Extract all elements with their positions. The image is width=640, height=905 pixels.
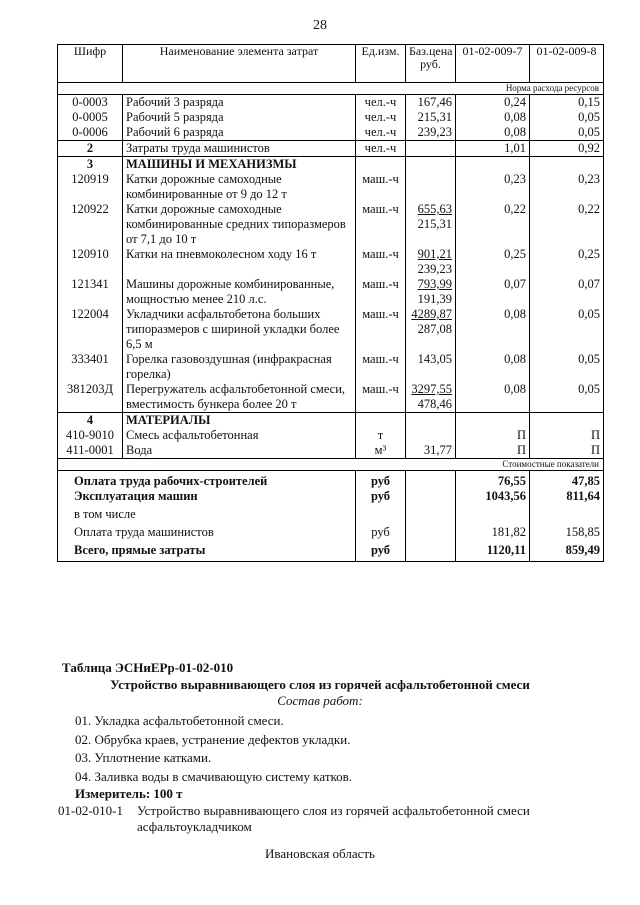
code-cell: 120919 xyxy=(58,172,123,202)
cost-caption-row xyxy=(58,459,604,471)
unit-cell: маш.-ч xyxy=(356,247,406,277)
cost-name: Всего, прямые затраты xyxy=(58,543,356,561)
value-a-cell: 76,55 xyxy=(456,471,530,490)
value-b-cell: 0,22 xyxy=(530,202,604,247)
value-b-cell: 0,05 xyxy=(530,110,604,125)
value-a-cell xyxy=(456,157,530,173)
price-cell xyxy=(406,428,456,443)
value-a-cell: П xyxy=(456,443,530,459)
cost-name: в том числе xyxy=(58,507,356,525)
value-a-cell: 1,01 xyxy=(456,141,530,157)
value-b-cell: 811,64 xyxy=(530,489,604,507)
unit-cell: чел.-ч xyxy=(356,95,406,111)
value-a-cell: 0,25 xyxy=(456,247,530,277)
header-col-a: 01-02-009-7 xyxy=(456,45,530,83)
cost-name: Оплата труда машинистов xyxy=(58,525,356,543)
value-a-cell: 0,08 xyxy=(456,125,530,141)
name-cell: Укладчики асфальтобетона больших типоразмеров с шириной укладки более 6,5 м xyxy=(123,307,356,352)
value-a-cell: 0,22 xyxy=(456,202,530,247)
machine-price: 3297,55 xyxy=(411,382,452,396)
cost-row xyxy=(58,489,604,507)
code-cell: 0-0005 xyxy=(58,110,123,125)
step-item: 03. Уплотнение катками. xyxy=(75,750,212,765)
value-a-cell: 0,08 xyxy=(456,307,530,352)
price-cell xyxy=(406,525,456,543)
value-a-cell: 0,08 xyxy=(456,352,530,382)
price-cell: 215,31 xyxy=(406,110,456,125)
unit-cell xyxy=(356,507,406,525)
value-a-cell: 0,08 xyxy=(456,110,530,125)
cost-row xyxy=(58,471,604,490)
unit-cell: маш.-ч xyxy=(356,307,406,352)
table-row xyxy=(58,307,604,352)
unit-cell: руб xyxy=(356,543,406,561)
table-row xyxy=(58,428,604,443)
section-name: МАШИНЫ И МЕХАНИЗМЫ xyxy=(123,157,356,173)
value-b-cell: 47,85 xyxy=(530,471,604,490)
name-cell: Вода xyxy=(123,443,356,459)
value-a-cell: 0,23 xyxy=(456,172,530,202)
name-cell: Катки дорожные самоходные комбинированные от 9 до 12 т xyxy=(123,172,356,202)
unit-cell: чел.-ч xyxy=(356,141,406,157)
value-b-cell: 0,25 xyxy=(530,247,604,277)
value-b-cell: П xyxy=(530,428,604,443)
machine-price: 793,99 xyxy=(417,277,452,291)
table-row xyxy=(58,172,604,202)
value-b-cell: 0,07 xyxy=(530,277,604,307)
name-cell: Смесь асфальтобетонная xyxy=(123,428,356,443)
unit-cell: т xyxy=(356,428,406,443)
name-cell: Рабочий 3 разряда xyxy=(123,95,356,111)
table-row xyxy=(58,202,604,247)
step-item: 01. Укладка асфальтобетонной смеси. xyxy=(75,713,284,728)
value-a-cell: 181,82 xyxy=(456,525,530,543)
value-b-cell: 859,49 xyxy=(530,543,604,561)
value-b-cell: 158,85 xyxy=(530,525,604,543)
norm-caption-row xyxy=(58,83,604,95)
price-cell xyxy=(406,543,456,561)
code-cell: 0-0006 xyxy=(58,125,123,141)
value-a-cell: 1120,11 xyxy=(456,543,530,561)
header-name: Наименование элемента затрат xyxy=(123,45,356,83)
value-b-cell: 0,05 xyxy=(530,307,604,352)
price-cell xyxy=(406,247,456,277)
table-row xyxy=(58,382,604,413)
code-cell: 122004 xyxy=(58,307,123,352)
price-cell xyxy=(406,413,456,429)
steps-list xyxy=(75,712,352,786)
unit-cell: руб xyxy=(356,471,406,490)
price-cell: 239,23 xyxy=(406,125,456,141)
unit-cell xyxy=(356,413,406,429)
value-b-cell: 0,15 xyxy=(530,95,604,111)
step-item: 04. Заливка воды в смачивающую систему катков. xyxy=(75,768,353,784)
price-cell xyxy=(406,307,456,352)
cost-name: Оплата труда рабочих-строителей xyxy=(58,471,356,490)
table-row xyxy=(58,95,604,111)
value-a-cell: 0,07 xyxy=(456,277,530,307)
operator-price: 191,39 xyxy=(417,292,452,306)
code-cell: 121341 xyxy=(58,277,123,307)
value-b-cell xyxy=(530,507,604,525)
value-b-cell: 0,23 xyxy=(530,172,604,202)
code-cell: 381203Д xyxy=(58,382,123,413)
cost-caption: Стоимостные показатели xyxy=(58,459,604,471)
operator-price: 239,23 xyxy=(417,262,452,276)
measure-unit: Измеритель: 100 т xyxy=(75,786,183,801)
header-unit: Ед.изм. xyxy=(356,45,406,83)
unit-cell: руб xyxy=(356,489,406,507)
value-b-cell: 0,92 xyxy=(530,141,604,157)
unit-cell: маш.-ч xyxy=(356,382,406,413)
machine-price: 4289,87 xyxy=(411,307,452,321)
name-cell: Перегружатель асфальтобетонной смеси, вместимость бункера более 20 т xyxy=(123,382,356,413)
table-row xyxy=(58,443,604,459)
unit-cell: маш.-ч xyxy=(356,352,406,382)
code-cell: 0-0003 xyxy=(58,95,123,111)
unit-cell: м³ xyxy=(356,443,406,459)
unit-cell xyxy=(356,157,406,173)
name-cell: Машины дорожные комбинированные, мощностью менее 210 л.с. xyxy=(123,277,356,307)
unit-cell: маш.-ч xyxy=(356,202,406,247)
table-row xyxy=(58,110,604,125)
name-cell: Катки на пневмоколесном ходу 16 т xyxy=(123,247,356,277)
name-cell: Рабочий 5 разряда xyxy=(123,110,356,125)
value-a-cell: 1043,56 xyxy=(456,489,530,507)
table-row xyxy=(58,277,604,307)
price-cell xyxy=(406,157,456,173)
price-cell xyxy=(406,202,456,247)
table-title: Таблица ЭСНиЕРр-01-02-010 xyxy=(62,660,234,675)
cost-name: Эксплуатация машин xyxy=(58,489,356,507)
cost-row xyxy=(58,543,604,561)
price-cell xyxy=(406,277,456,307)
machine-price: 143,05 xyxy=(417,352,452,366)
unit-cell: чел.-ч xyxy=(356,110,406,125)
price-cell xyxy=(406,172,456,202)
value-b-cell xyxy=(530,157,604,173)
header-base-price: Баз.цена руб. xyxy=(406,45,456,83)
name-cell: Горелка газовоздушная (инфракрасная горелка) xyxy=(123,352,356,382)
value-a-cell: П xyxy=(456,428,530,443)
works-subheading: Состав работ: xyxy=(277,693,363,708)
price-cell: 167,46 xyxy=(406,95,456,111)
value-a-cell: 0,08 xyxy=(456,382,530,413)
header-code: Шифр xyxy=(58,45,123,83)
code-cell: 120910 xyxy=(58,247,123,277)
code-cell: 2 xyxy=(58,141,123,157)
value-b-cell xyxy=(530,413,604,429)
table-row xyxy=(58,125,604,141)
price-cell xyxy=(406,141,456,157)
value-b-cell: 0,05 xyxy=(530,382,604,413)
norm-caption: Норма расхода ресурсов xyxy=(58,83,604,95)
page-number: 28 xyxy=(313,18,327,33)
value-b-cell: П xyxy=(530,443,604,459)
name-cell: Катки дорожные самоходные комбинированные средних типоразмеров от 7,1 до 10 т xyxy=(123,202,356,247)
section-row xyxy=(58,413,604,429)
section-code: 4 xyxy=(58,413,123,429)
region-label: Ивановская область xyxy=(265,846,375,861)
table-row xyxy=(58,141,604,157)
name-cell: Рабочий 6 разряда xyxy=(123,125,356,141)
cost-row xyxy=(58,507,604,525)
value-b-cell: 0,05 xyxy=(530,125,604,141)
value-b-cell: 0,05 xyxy=(530,352,604,382)
code-cell: 411-0001 xyxy=(58,443,123,459)
unit-cell: чел.-ч xyxy=(356,125,406,141)
section-row xyxy=(58,157,604,173)
item-text-line2: асфальтоукладчиком xyxy=(137,819,252,834)
price-cell xyxy=(406,382,456,413)
unit-cell: руб xyxy=(356,525,406,543)
table-row xyxy=(58,247,604,277)
table-row xyxy=(58,352,604,382)
code-cell: 120922 xyxy=(58,202,123,247)
price-cell xyxy=(406,352,456,382)
operator-price: 215,31 xyxy=(417,217,452,231)
unit-cell: маш.-ч xyxy=(356,277,406,307)
cost-row xyxy=(58,525,604,543)
value-a-cell xyxy=(456,507,530,525)
machine-price: 901,21 xyxy=(417,247,452,261)
item-text-line1: Устройство выравнивающего слоя из горячей асфальтобетонной смеси xyxy=(137,803,530,818)
section-heading: Устройство выравнивающего слоя из горячей асфальтобетонной смеси xyxy=(110,677,530,692)
section-name: МАТЕРИАЛЫ xyxy=(123,413,356,429)
name-cell: Затраты труда машинистов xyxy=(123,141,356,157)
unit-cell: маш.-ч xyxy=(356,172,406,202)
step-item: 02. Обрубка краев, устранение дефектов укладки. xyxy=(75,731,351,747)
code-cell: 410-9010 xyxy=(58,428,123,443)
price-cell xyxy=(406,507,456,525)
resource-table xyxy=(57,44,604,562)
table-header-row xyxy=(58,45,604,83)
code-cell: 333401 xyxy=(58,352,123,382)
value-a-cell xyxy=(456,413,530,429)
section-code: 3 xyxy=(58,157,123,173)
value-a-cell: 0,24 xyxy=(456,95,530,111)
item-code: 01-02-010-1 xyxy=(58,803,123,818)
price-cell xyxy=(406,489,456,507)
header-col-b: 01-02-009-8 xyxy=(530,45,604,83)
price-cell: 31,77 xyxy=(406,443,456,459)
operator-price: 478,46 xyxy=(417,397,452,411)
price-cell xyxy=(406,471,456,490)
operator-price: 287,08 xyxy=(417,322,452,336)
machine-price: 655,63 xyxy=(417,202,452,216)
